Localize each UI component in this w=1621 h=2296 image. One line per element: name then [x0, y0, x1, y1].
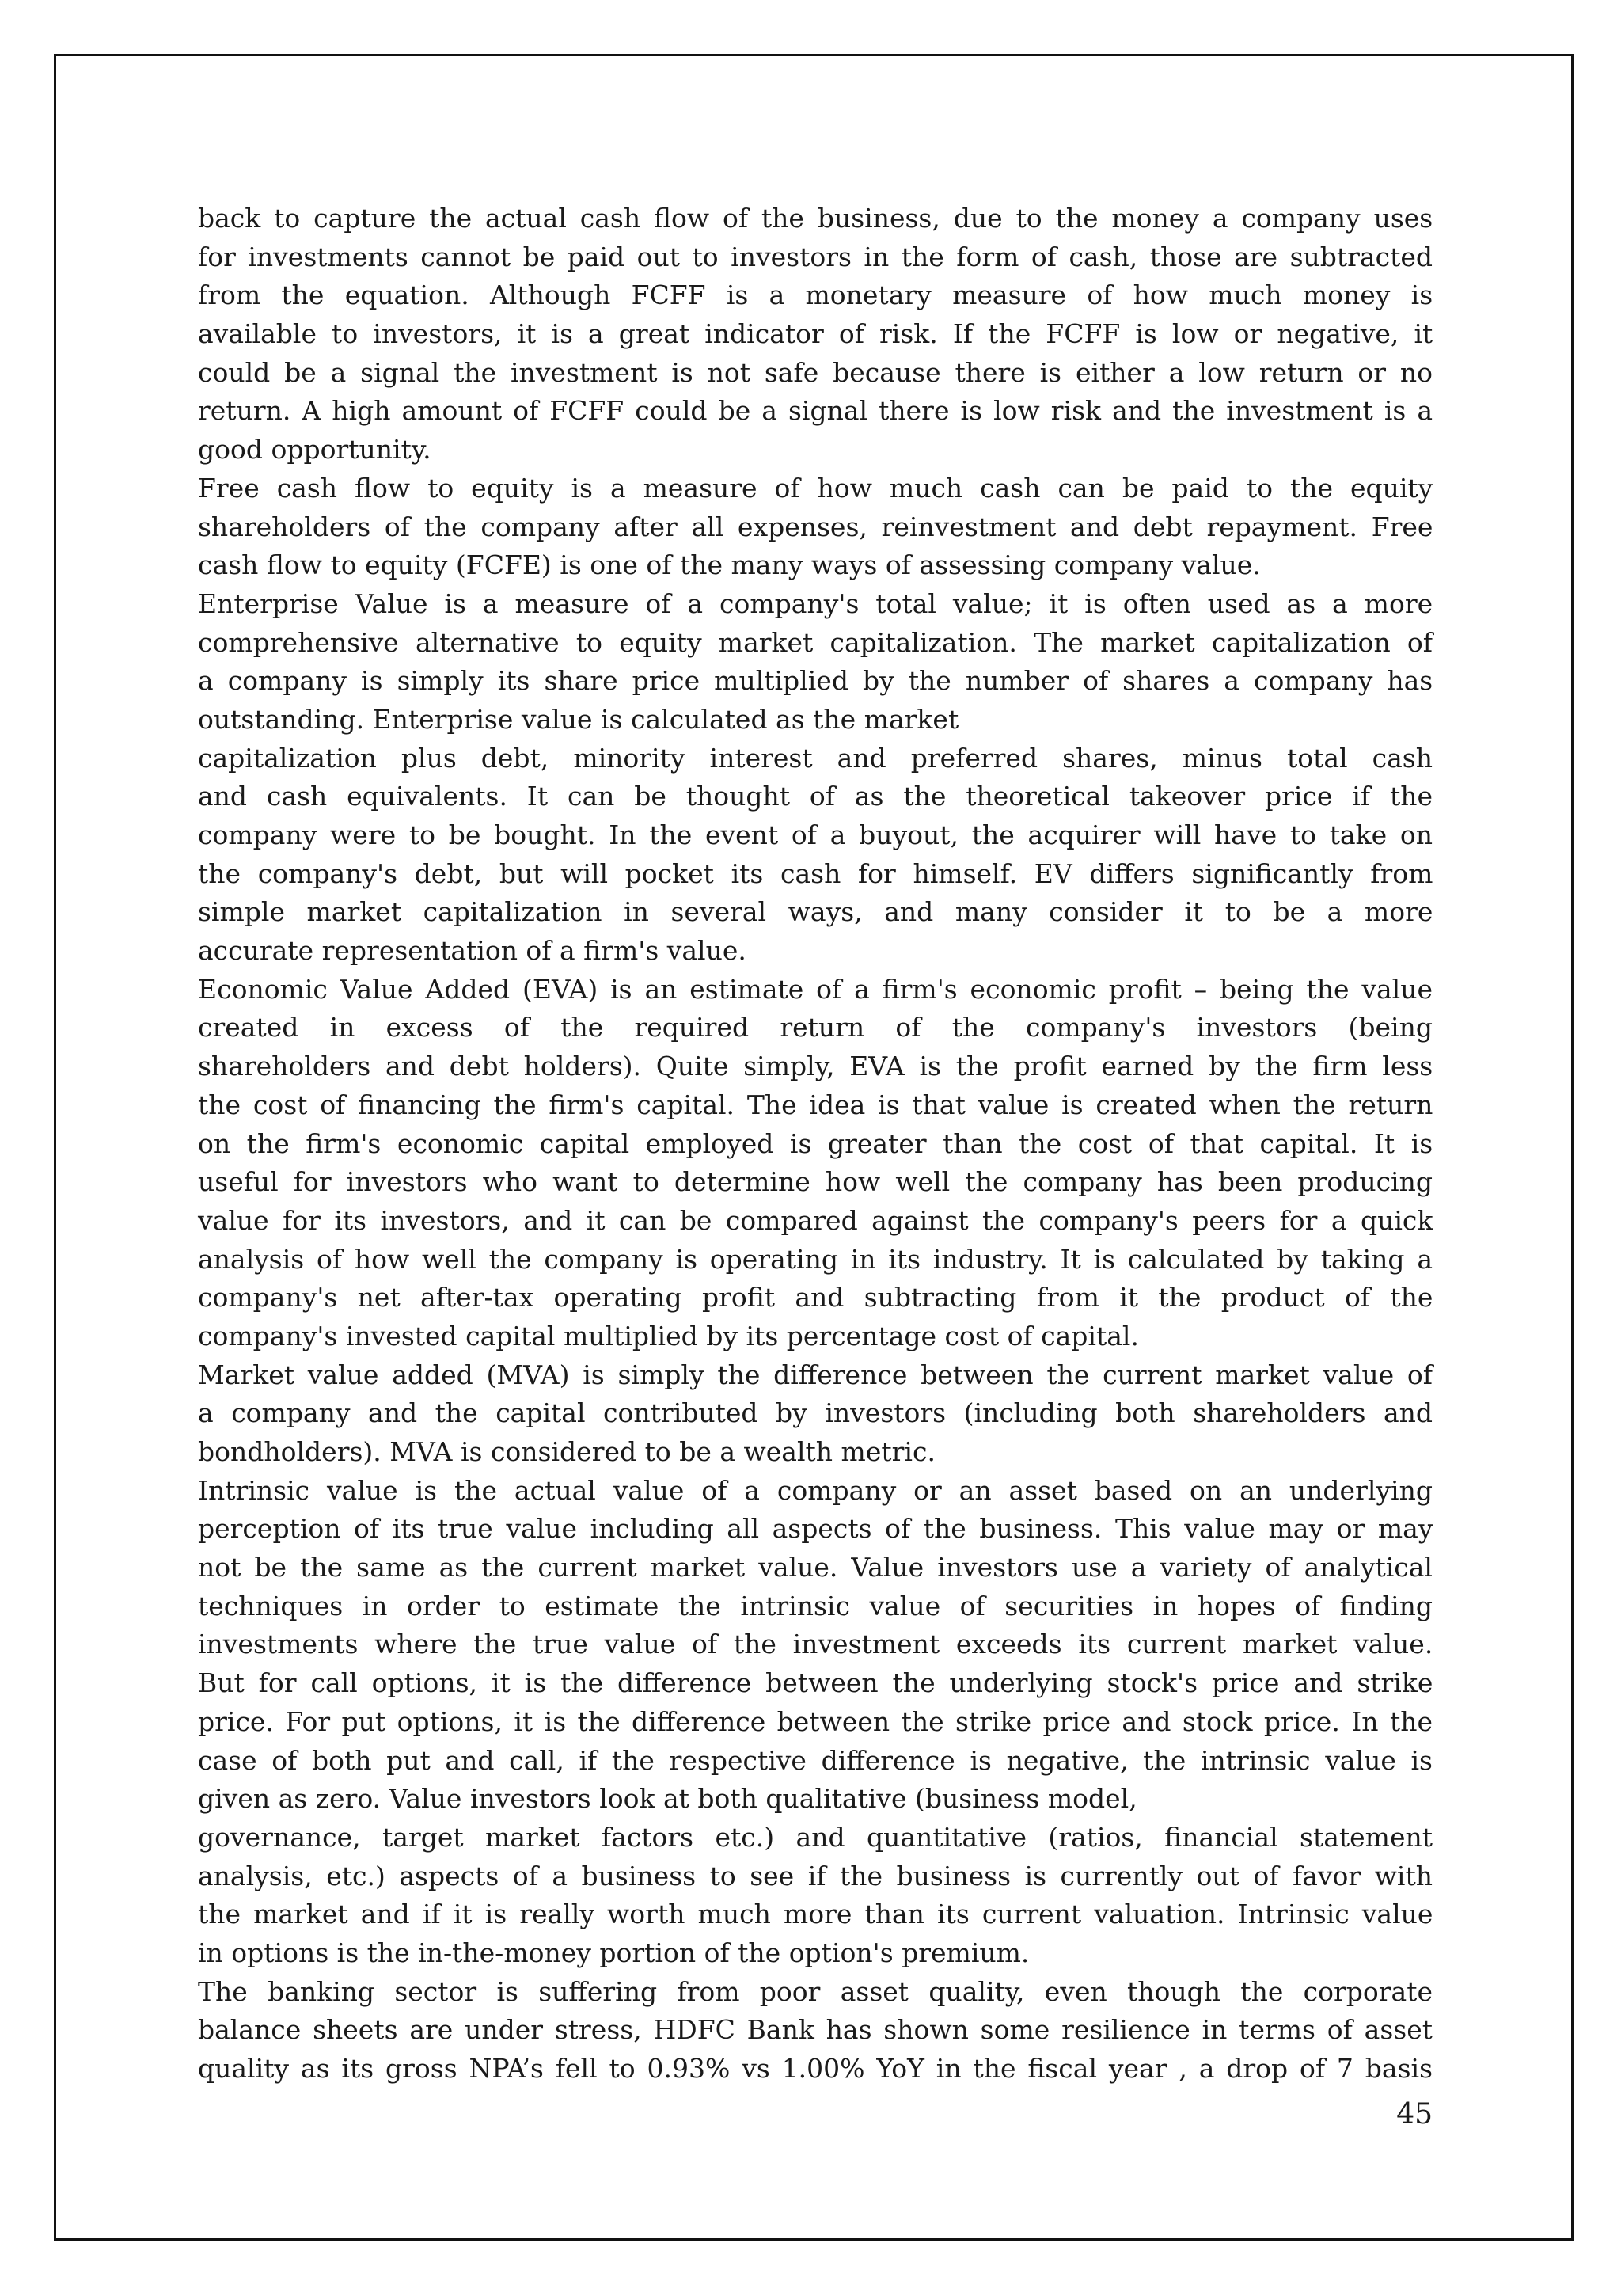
- text-line: price. For put options, it is the difference between the strike price and stock price. In the: [198, 1705, 1433, 1737]
- text-line: available to investors, it is a great indicator of risk. If the FCFF is low or negative, it: [198, 318, 1433, 350]
- body-text: [198, 200, 1433, 2089]
- text-line: back to capture the actual cash flow of the business, due to the money a company uses: [198, 203, 1433, 234]
- text-line: from the equation. Although FCFF is a monetary measure of how much money is: [198, 279, 1433, 311]
- text-line: capitalization plus debt, minority interest and preferred shares, minus total cash: [198, 742, 1433, 774]
- text-line: simple market capitalization in several ways, and many consider it to be a more: [198, 896, 1433, 928]
- text-line: created in excess of the required return of the company's investors (being: [198, 1012, 1433, 1043]
- text-line: bondholders). MVA is considered to be a wealth metric.: [198, 1436, 936, 1467]
- text-line: governance, target market factors etc.) and quantitative (ratios, financial statement: [198, 1821, 1433, 1853]
- text-line: But for call options, it is the difference between the underlying stock's price and strike: [198, 1667, 1433, 1699]
- text-line: shareholders and debt holders). Quite simply, EVA is the profit earned by the firm less: [198, 1051, 1433, 1082]
- text-line: Economic Value Added (EVA) is an estimate of a firm's economic profit – being the value: [198, 973, 1433, 1005]
- text-line: company were to be bought. In the event of a buyout, the acquirer will have to take on: [198, 819, 1433, 850]
- text-line: comprehensive alternative to equity market capitalization. The market capitalization of: [198, 626, 1433, 658]
- text-line: the cost of financing the firm's capital. The idea is that value is created when the return: [198, 1089, 1433, 1120]
- text-line: the company's debt, but will pocket its cash for himself. EV differs significantly from: [198, 857, 1433, 889]
- text-line: company's invested capital multiplied by its percentage cost of capital.: [198, 1320, 1139, 1351]
- text-line: for investments cannot be paid out to investors in the form of cash, those are subtracted: [198, 241, 1433, 272]
- text-line: not be the same as the current market value. Value investors use a variety of analytical: [198, 1552, 1433, 1583]
- text-line: shareholders of the company after all expenses, reinvestment and debt repayment. Free: [198, 511, 1433, 542]
- text-line: Free cash flow to equity is a measure of how much cash can be paid to the equity: [198, 472, 1433, 504]
- text-line: Enterprise Value is a measure of a company's total value; it is often used as a more: [198, 587, 1433, 619]
- text-line: perception of its true value including all aspects of the business. This value may or may: [198, 1513, 1433, 1545]
- text-line: value for its investors, and it can be compared against the company's peers for a quick: [198, 1204, 1433, 1236]
- text-line: the market and if it is really worth much more than its current valuation. Intrinsic value: [198, 1899, 1433, 1930]
- text-line: techniques in order to estimate the intrinsic value of securities in hopes of finding: [198, 1590, 1433, 1621]
- page-number: 45: [1396, 2098, 1433, 2131]
- text-line: on the firm's economic capital employed is greater than the cost of that capital. It is: [198, 1127, 1433, 1159]
- text-line: a company is simply its share price multiplied by the number of shares a company has: [198, 665, 1433, 697]
- text-line: balance sheets are under stress, HDFC Bank has shown some resilience in terms of asset: [198, 2014, 1433, 2046]
- text-line: in options is the in-the-money portion of the option's premium.: [198, 1937, 1030, 1968]
- text-line: analysis, etc.) aspects of a business to see if the business is currently out of favor with: [198, 1860, 1433, 1891]
- text-line: given as zero. Value investors look at both qualitative (business model,: [198, 1783, 1137, 1815]
- text-line: analysis of how well the company is operating in its industry. It is calculated by taking a: [198, 1243, 1433, 1275]
- text-line: could be a signal the investment is not safe because there is either a low return or no: [198, 356, 1433, 388]
- text-line: quality as its gross NPA’s fell to 0.93% vs 1.00% YoY in the fiscal year , a drop of 7 basis: [198, 2053, 1433, 2084]
- text-line: company's net after-tax operating profit and subtracting from it the product of the: [198, 1282, 1433, 1313]
- text-line: good opportunity.: [198, 434, 431, 466]
- text-line: Intrinsic value is the actual value of a company or an asset based on an underlying: [198, 1474, 1433, 1506]
- text-line: return. A high amount of FCFF could be a signal there is low risk and the investment is a: [198, 395, 1433, 427]
- text-line: Market value added (MVA) is simply the difference between the current market value of: [198, 1359, 1433, 1390]
- text-line: cash flow to equity (FCFE) is one of the many ways of assessing company value.: [198, 549, 1261, 581]
- text-line: and cash equivalents. It can be thought of as the theoretical takeover price if the: [198, 781, 1433, 812]
- text-line: The banking sector is suffering from poor asset quality, even though the corporate: [198, 1975, 1433, 2007]
- text-line: case of both put and call, if the respective difference is negative, the intrinsic value is: [198, 1744, 1433, 1776]
- text-line: a company and the capital contributed by investors (including both shareholders and: [198, 1397, 1433, 1429]
- text-line: outstanding. Enterprise value is calculated as the market: [198, 703, 959, 735]
- text-line: accurate representation of a firm's value.: [198, 935, 746, 967]
- text-line: useful for investors who want to determine how well the company has been producing: [198, 1166, 1433, 1198]
- text-line: investments where the true value of the investment exceeds its current market value.: [198, 1629, 1433, 1660]
